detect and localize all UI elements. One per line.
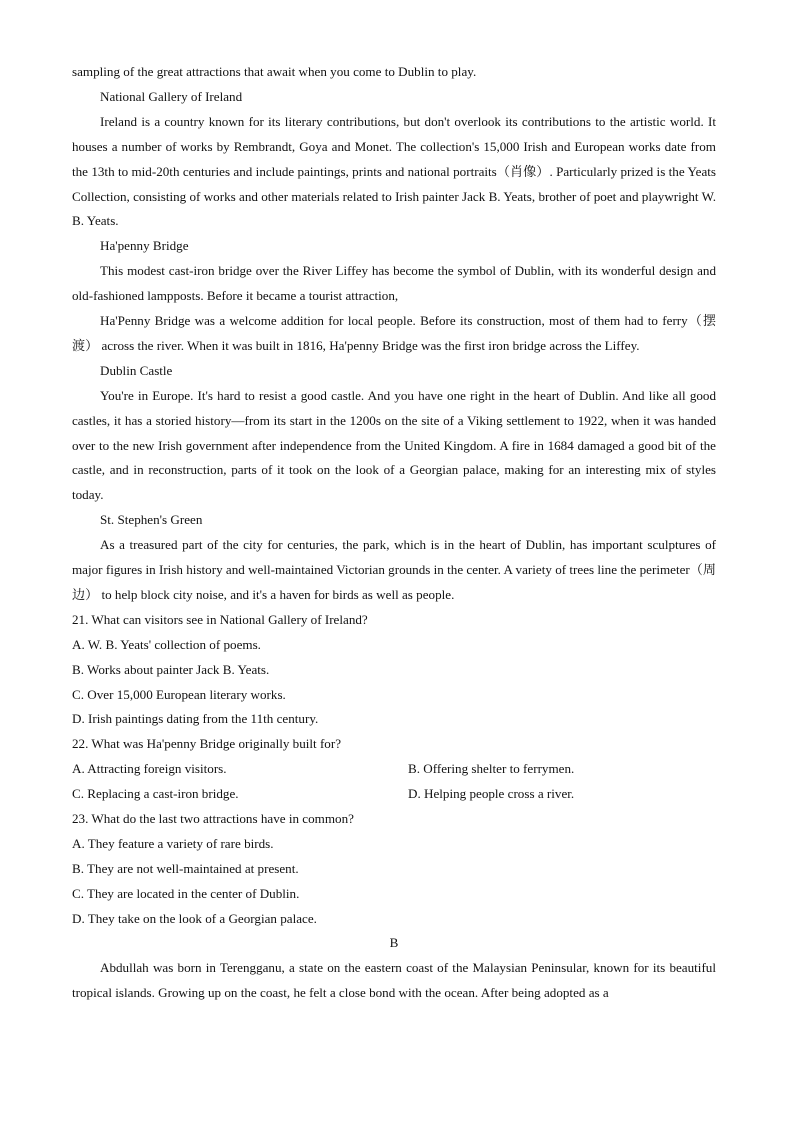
document-page — [72, 60, 716, 1006]
question-22: 22. What was Ha'penny Bridge originally built for? — [72, 736, 342, 752]
part-b-label: B — [389, 935, 399, 951]
question-23: 23. What do the last two attractions have in common? — [72, 810, 354, 826]
q22-option-d: D. Helping people cross a river. — [408, 786, 575, 802]
q22-option-a: A. Attracting foreign visitors. — [72, 761, 227, 777]
part-b-text: Abdullah was born in Terengganu, a state on the eastern coast of the Malaysian Peninsular, known for its beautiful tropical islands. Growing up on the coast, he felt a close bond with the ocean. After being adopted as a — [72, 960, 716, 1001]
section-text-green: As a treasured part of the city for centuries, the park, which is in the heart of Dublin, has important sculptures of major figures in Irish history and well-maintained Victorian grounds in the center. A variety of trees line the perimeter（周边） to help block city noise, and it's a haven for birds as well as people. — [72, 537, 716, 602]
section-text-bridge-2: Ha'Penny Bridge was a welcome addition for local people. Before its construction, most of them had to ferry（摆渡） across the river. When it was built in 1816, Ha'penny Bridge was the first iron bridge across the Liffey. — [72, 313, 716, 353]
section-heading-gallery: National Gallery of Ireland — [100, 88, 243, 104]
q23-option-d: D. They take on the look of a Georgian palace. — [72, 910, 317, 926]
q23-option-c: C. They are located in the center of Dublin. — [72, 885, 300, 901]
q22-options-row-1 — [72, 757, 716, 782]
section-heading-castle: Dublin Castle — [100, 362, 173, 378]
section-text-bridge: This modest cast-iron bridge over the River Liffey has become the symbol of Dublin, with its wonderful design and old-fashioned lampposts. Before it became a tourist attraction, — [72, 263, 716, 304]
q21-option-b: B. Works about painter Jack B. Yeats. — [72, 661, 270, 677]
q21-option-d: D. Irish paintings dating from the 11th century. — [72, 711, 319, 727]
section-text-gallery: Ireland is a country known for its literary contributions, but don't overlook its contributions to the artistic world. It houses a number of works by Rembrandt, Goya and Monet. The collection's 15,000 Irish and European works date from the 13th to mid-20th centuries and include paintings, prints and national portraits（肖像）. Particularly prized is the Yeats Collection, consisting of works and other materials related to Irish painter Jack B. Yeats, brother of poet and playwright W. B. Yeats. — [72, 113, 716, 229]
section-text-castle: You're in Europe. It's hard to resist a good castle. And you have one right in the heart of Dublin. And like all good castles, it has a storied history—from its start in the 1200s on the site of a Viking settlement to 1922, when it was handed over to the new Irish government after independence from the United Kingdom. A fire in 1684 damaged a good bit of the castle, and in reconstruction, parts of it took on the look of a Georgian palace, making for an interesting mix of styles today. — [72, 387, 716, 503]
q23-option-a: A. They feature a variety of rare birds. — [72, 835, 274, 851]
q22-options-row-2 — [72, 782, 716, 807]
question-21: 21. What can visitors see in National Gallery of Ireland? — [72, 611, 368, 627]
q22-option-c: C. Replacing a cast-iron bridge. — [72, 786, 239, 802]
intro-tail: sampling of the great attractions that await when you come to Dublin to play. — [72, 64, 477, 79]
q21-option-c: C. Over 15,000 European literary works. — [72, 686, 286, 702]
section-heading-bridge: Ha'penny Bridge — [100, 238, 189, 254]
q22-option-b: B. Offering shelter to ferrymen. — [408, 761, 575, 777]
q21-option-a: A. W. B. Yeats' collection of poems. — [72, 636, 261, 652]
section-heading-green: St. Stephen's Green — [100, 512, 203, 528]
q23-option-b: B. They are not well-maintained at present. — [72, 860, 299, 876]
